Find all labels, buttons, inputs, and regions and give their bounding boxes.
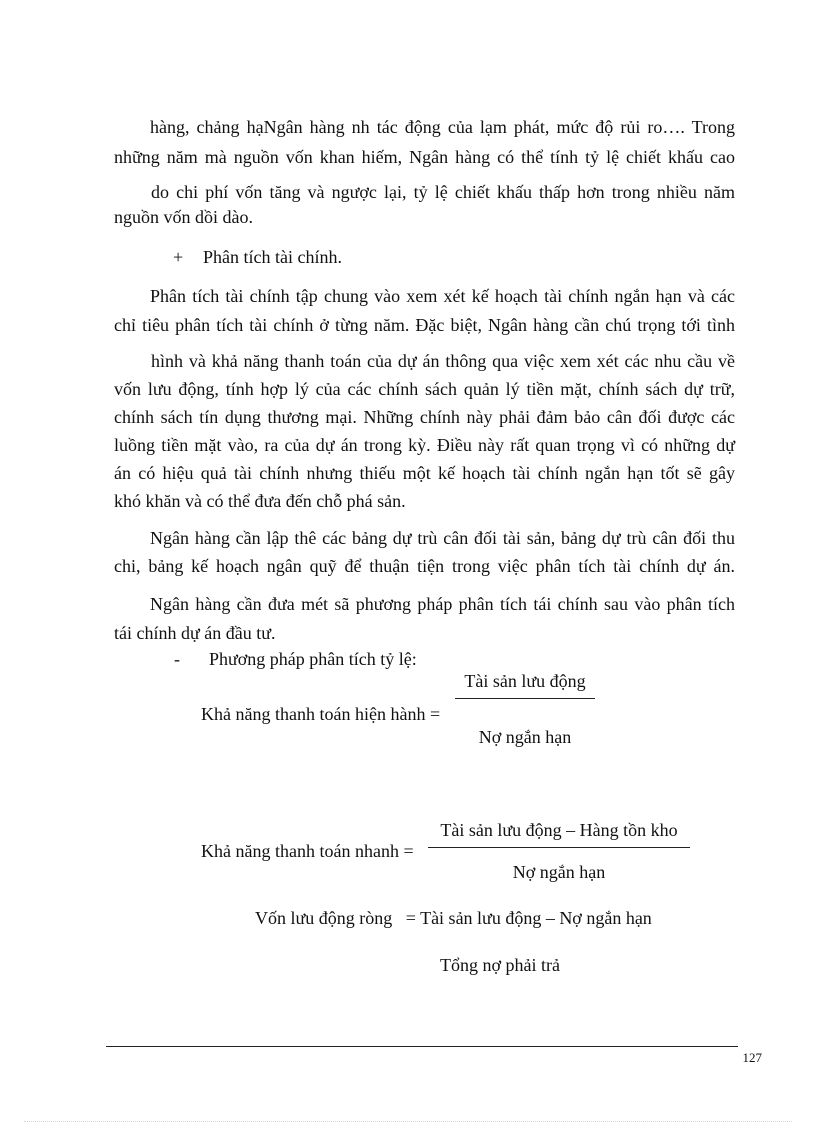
- paragraph-2-line-5: chính sách tín dụng thương mại. Những chính này phải đảm bảo cân đối được các: [114, 407, 735, 427]
- paragraph-4-line-2: tái chính dự án đầu tư.: [114, 623, 276, 643]
- paragraph-2-line-7: án có hiệu quả tài chính nhưng thiếu một kế hoạch tài chính ngắn hạn tốt sẽ gây: [114, 463, 735, 483]
- paragraph-3-line-1: Ngân hàng cần lập thê các bảng dự trù cân đối tài sản, bảng dự trù cân đối thu: [150, 528, 735, 548]
- paragraph-1-line-4: nguồn vốn dồi dào.: [114, 207, 253, 227]
- paragraph-1-line-1: hàng, chảng hạNgân hàng nh tác động của lạm phát, mức độ rủi ro…. Trong: [150, 117, 735, 137]
- paragraph-1-line-3: do chi phí vốn tăng và ngược lại, tỷ lệ chiết khấu thấp hơn trong nhiều năm: [151, 182, 735, 202]
- paragraph-4-line-1: Ngân hàng cần đưa mét sã phương pháp phân tích tái chính sau vào phân tích: [150, 594, 735, 614]
- bullet-plus-symbol: +: [173, 247, 184, 267]
- paragraph-2-line-3: hình và khả năng thanh toán của dự án thông qua việc xem xét các nhu cầu về: [151, 351, 735, 371]
- quick-ratio-numerator: Tài sản lưu động – Hàng tồn kho: [440, 820, 678, 840]
- paragraph-2-line-4: vốn lưu động, tính hợp lý của các chính sách quản lý tiền mặt, chính sách dự trữ,: [114, 379, 735, 399]
- page-bottom-edge: [24, 1121, 792, 1122]
- paragraph-2-line-2: chỉ tiêu phân tích tài chính ở từng năm. Đặc biệt, Ngân hàng cần chú trọng tới tình: [114, 315, 735, 335]
- current-ratio-fraction-bar: [455, 698, 595, 699]
- current-ratio-denominator: Nợ ngắn hạn: [478, 727, 572, 747]
- ratio-method-heading: Phương pháp phân tích tỷ lệ:: [209, 649, 417, 669]
- net-working-capital-formula: Vốn lưu động ròng = Tài sản lưu động – Nợ ngắn hạn: [255, 908, 652, 928]
- quick-ratio-denominator: Nợ ngắn hạn: [512, 862, 606, 882]
- section-heading-financial-analysis: Phân tích tài chính.: [203, 247, 342, 267]
- paragraph-1-line-2: những năm mà nguồn vốn khan hiếm, Ngân hàng có thể tính tỷ lệ chiết khấu cao: [114, 147, 735, 167]
- quick-ratio-label: Khả năng thanh toán nhanh =: [201, 841, 414, 861]
- page-number: 127: [742, 1050, 762, 1065]
- total-liabilities-text: Tổng nợ phải trả: [440, 955, 560, 975]
- paragraph-2-line-8: khó khăn và có thể đưa đến chỗ phá sản.: [114, 491, 406, 511]
- paragraph-3-line-2: chi, bảng kế hoạch ngân quỹ để thuận tiện trong việc phân tích tài chính dự án.: [114, 556, 735, 576]
- bullet-dash-symbol: -: [174, 649, 180, 669]
- paragraph-2-line-6: luồng tiền mặt vào, ra của dự án trong kỳ. Điều này rất quan trọng vì có những dự: [114, 435, 735, 455]
- current-ratio-label: Khả năng thanh toán hiện hành =: [201, 704, 441, 724]
- quick-ratio-fraction-bar: [428, 847, 690, 848]
- current-ratio-numerator: Tài sản lưu động: [464, 671, 586, 691]
- footer-divider: [106, 1046, 738, 1047]
- paragraph-2-line-1: Phân tích tài chính tập chung vào xem xét kế hoạch tài chính ngắn hạn và các: [150, 286, 735, 306]
